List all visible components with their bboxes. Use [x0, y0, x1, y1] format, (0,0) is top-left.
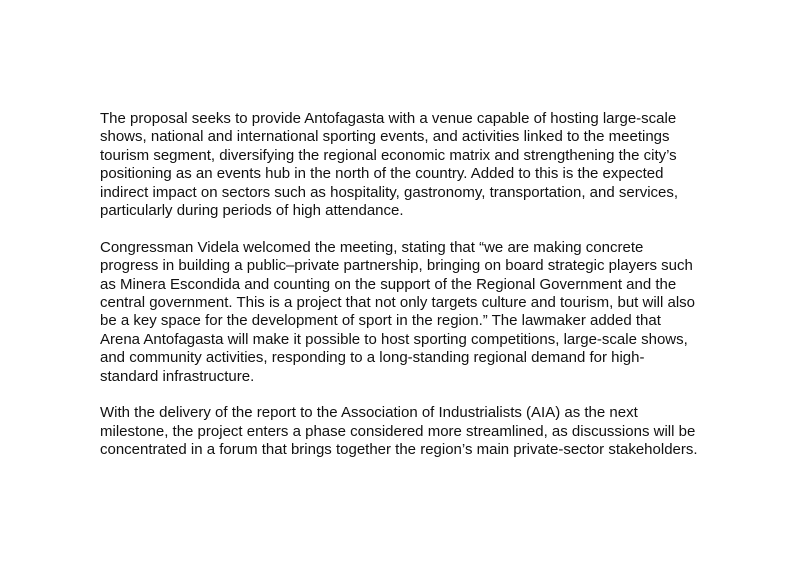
article-body	[100, 110, 698, 460]
paragraph-next-milestone: With the delivery of the report to the Association of Industrialists (AIA) as the next milestone, the project enters a phase considered more streamlined, as discussions will be concentrated in a forum that brings together the region’s main private-sector stakeholders.	[100, 404, 698, 459]
paragraph-congressman-statement: Congressman Videla welcomed the meeting, stating that “we are making concrete progress in building a public–private partnership, bringing on board strategic players such as Minera Escondida and counting on the support of the Regional Government and the central government. This is a project that not only targets culture and tourism, but will also be a key space for the development of sport in the region.” The lawmaker added that Arena Antofagasta will make it possible to host sporting competitions, large-scale shows, and community activities, responding to a long-standing regional demand for high-standard infrastructure.	[100, 238, 696, 385]
paragraph-venue-proposal: The proposal seeks to provide Antofagasta with a venue capable of hosting large-scale shows, national and international sporting events, and activities linked to the meetings tourism segment, diversifying the regional economic matrix and strengthening the city’s positioning as an events hub in the north of the country. Added to this is the expected indirect impact on sectors such as hospitality, gastronomy, transportation, and services, particularly during periods of high attendance.	[100, 110, 679, 220]
